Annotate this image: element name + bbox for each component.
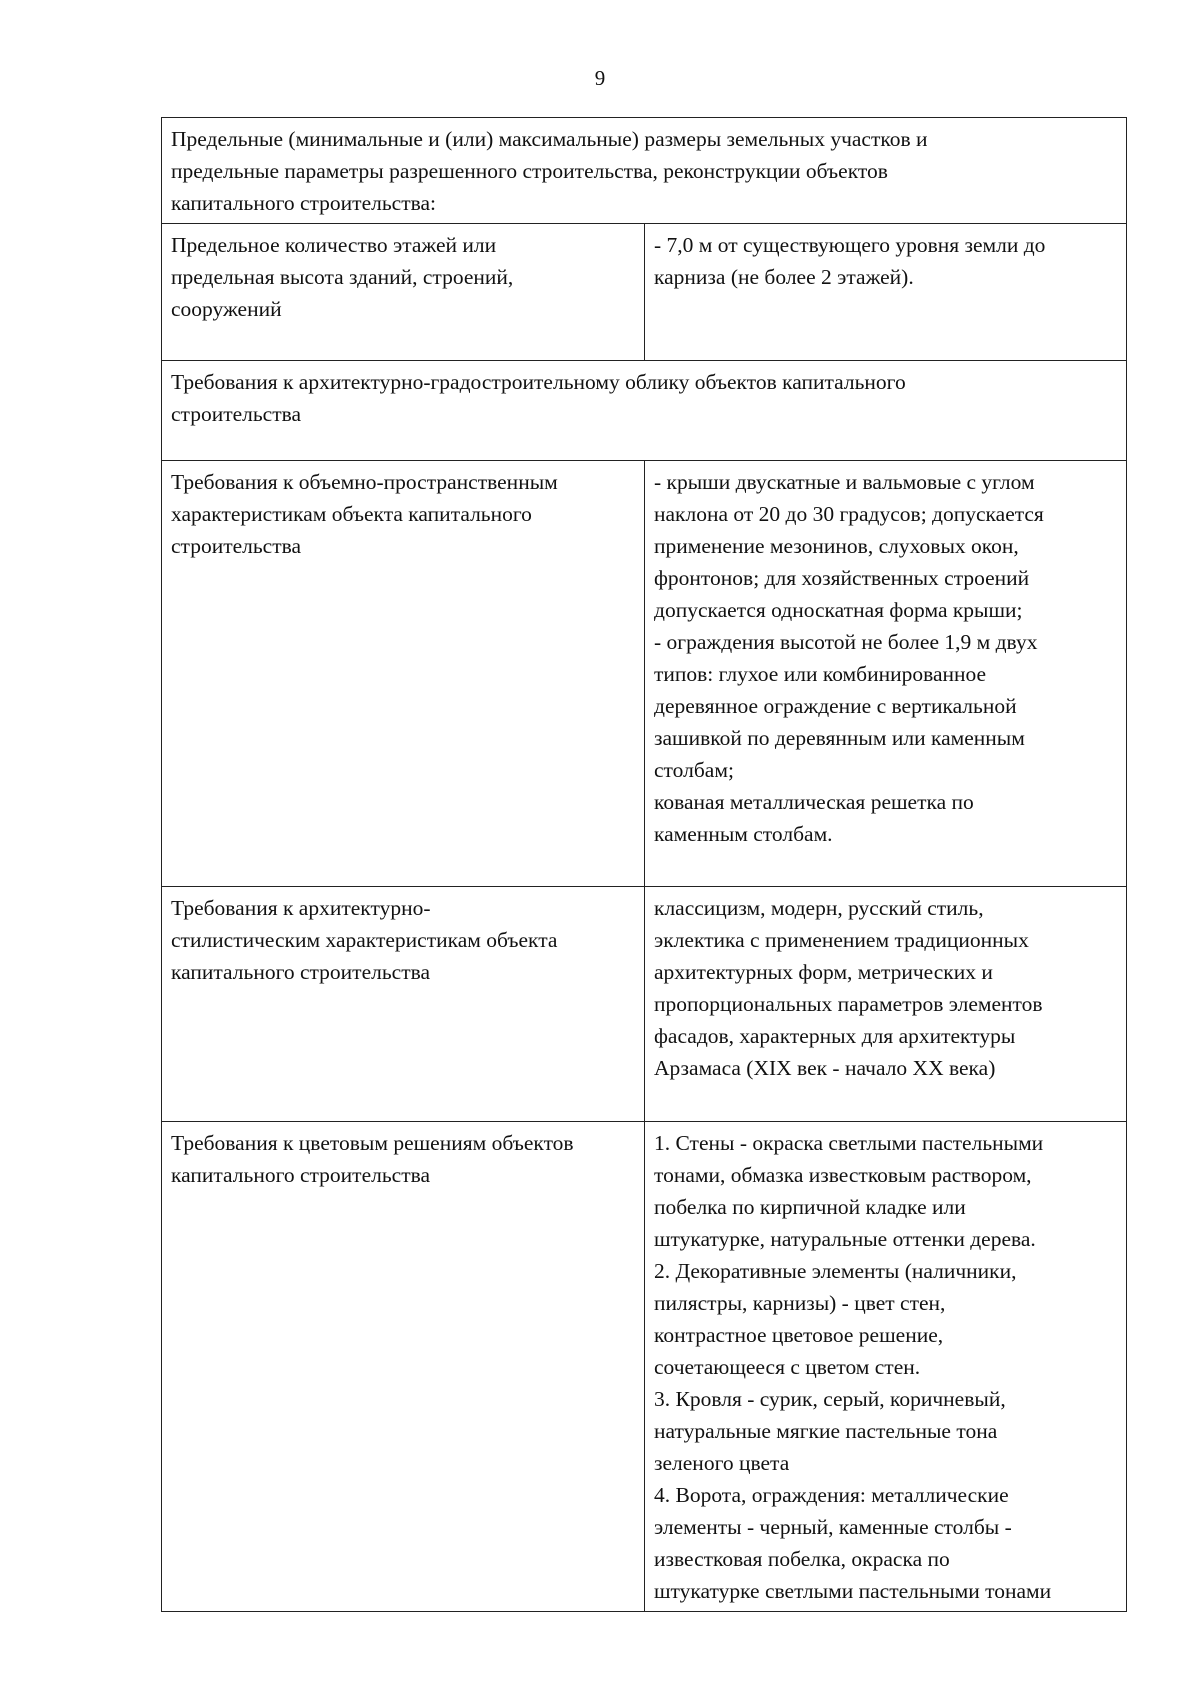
row-label-cell — [162, 224, 645, 361]
row-label-cell — [162, 1122, 645, 1612]
text-line: - ограждения высотой не более 1,9 м двух — [654, 630, 1038, 654]
text-line: фасадов, характерных для архитектуры — [654, 1024, 1016, 1048]
text-line: зеленого цвета — [654, 1451, 790, 1475]
text-line: зашивкой по деревянным или каменным — [654, 726, 1025, 750]
text-line: Предельное количество этажей или — [171, 233, 497, 257]
text-line: предельные параметры разрешенного строительства, реконструкции объектов — [171, 159, 888, 183]
text-line: пилястры, карнизы) - цвет стен, — [654, 1291, 946, 1315]
text-line: контрастное цветовое решение, — [654, 1323, 944, 1347]
text-line: - 7,0 м от существующего уровня земли до — [654, 233, 1046, 257]
text-line: деревянное ограждение с вертикальной — [654, 694, 1017, 718]
text-line: фронтонов; для хозяйственных строений — [654, 566, 1030, 590]
text-line: известковая побелка, окраска по — [654, 1547, 950, 1571]
text-line: строительства — [171, 534, 302, 558]
page-number: 9 — [594, 66, 606, 90]
row-value-cell — [645, 461, 1127, 887]
text-line: кованая металлическая решетка по — [654, 790, 974, 814]
text-line: 2. Декоративные элементы (наличники, — [654, 1259, 1017, 1283]
text-line: Предельные (минимальные и (или) максимальные) размеры земельных участков и — [171, 127, 928, 151]
text-line: эклектика с применением традиционных — [654, 928, 1029, 952]
text-line: сооружений — [171, 297, 282, 321]
text-line: характеристикам объекта капитального — [171, 502, 532, 526]
text-line: Требования к объемно-пространственным — [171, 470, 558, 494]
row-value-cell — [645, 224, 1127, 361]
text-line: архитектурных форм, метрических и — [654, 960, 993, 984]
section-header-cell — [162, 118, 1127, 224]
text-line: типов: глухое или комбинированное — [654, 662, 987, 686]
text-line: применение мезонинов, слуховых окон, — [654, 534, 1019, 558]
text-line: Требования к архитектурно-градостроительному облику объектов капитального — [171, 370, 906, 394]
text-line: 3. Кровля - сурик, серый, коричневый, — [654, 1387, 1006, 1411]
text-line: пропорциональных параметров элементов — [654, 992, 1043, 1016]
table-row — [162, 887, 1127, 1122]
text-line: Арзамаса (XIX век - начало XX века) — [654, 1056, 996, 1080]
text-line: 4. Ворота, ограждения: металлические — [654, 1483, 1009, 1507]
text-line: побелка по кирпичной кладке или — [654, 1195, 966, 1219]
text-line: - крыши двускатные и вальмовые с углом — [654, 470, 1035, 494]
table-row — [162, 224, 1127, 361]
section-header-appearance — [162, 361, 1127, 461]
text-line: строительства — [171, 402, 302, 426]
text-line: натуральные мягкие пастельные тона — [654, 1419, 998, 1443]
text-line: допускается односкатная форма крыши; — [654, 598, 1023, 622]
row-label-cell — [162, 461, 645, 887]
text-line: предельная высота зданий, строений, — [171, 265, 514, 289]
row-label-cell — [162, 887, 645, 1122]
text-line: карниза (не более 2 этажей). — [654, 265, 914, 289]
text-line: штукатурке, натуральные оттенки дерева. — [654, 1227, 1036, 1251]
text-line: штукатурке светлыми пастельными тонами — [654, 1579, 1052, 1603]
text-line: классицизм, модерн, русский стиль, — [654, 896, 984, 920]
section-header-parameters — [162, 118, 1127, 224]
table-row — [162, 1122, 1127, 1612]
text-line: стилистическим характеристикам объекта — [171, 928, 558, 952]
text-line: капитального строительства: — [171, 191, 436, 215]
table-row — [162, 461, 1127, 887]
text-line: каменным столбам. — [654, 822, 833, 846]
text-line: Требования к цветовым решениям объектов — [171, 1131, 574, 1155]
text-line: тонами, обмазка известковым раствором, — [654, 1163, 1032, 1187]
text-line: сочетающееся с цветом стен. — [654, 1355, 921, 1379]
text-line: Требования к архитектурно- — [171, 896, 431, 920]
text-line: 1. Стены - окраска светлыми пастельными — [654, 1131, 1044, 1155]
requirements-table — [161, 117, 1127, 1612]
text-line: капитального строительства — [171, 1163, 431, 1187]
text-line: столбам; — [654, 758, 734, 782]
text-line: элементы - черный, каменные столбы - — [654, 1515, 1012, 1539]
section-header-cell — [162, 361, 1127, 461]
row-value-cell — [645, 887, 1127, 1122]
text-line: наклона от 20 до 30 градусов; допускается — [654, 502, 1044, 526]
text-line: капитального строительства — [171, 960, 431, 984]
row-value-cell — [645, 1122, 1127, 1612]
